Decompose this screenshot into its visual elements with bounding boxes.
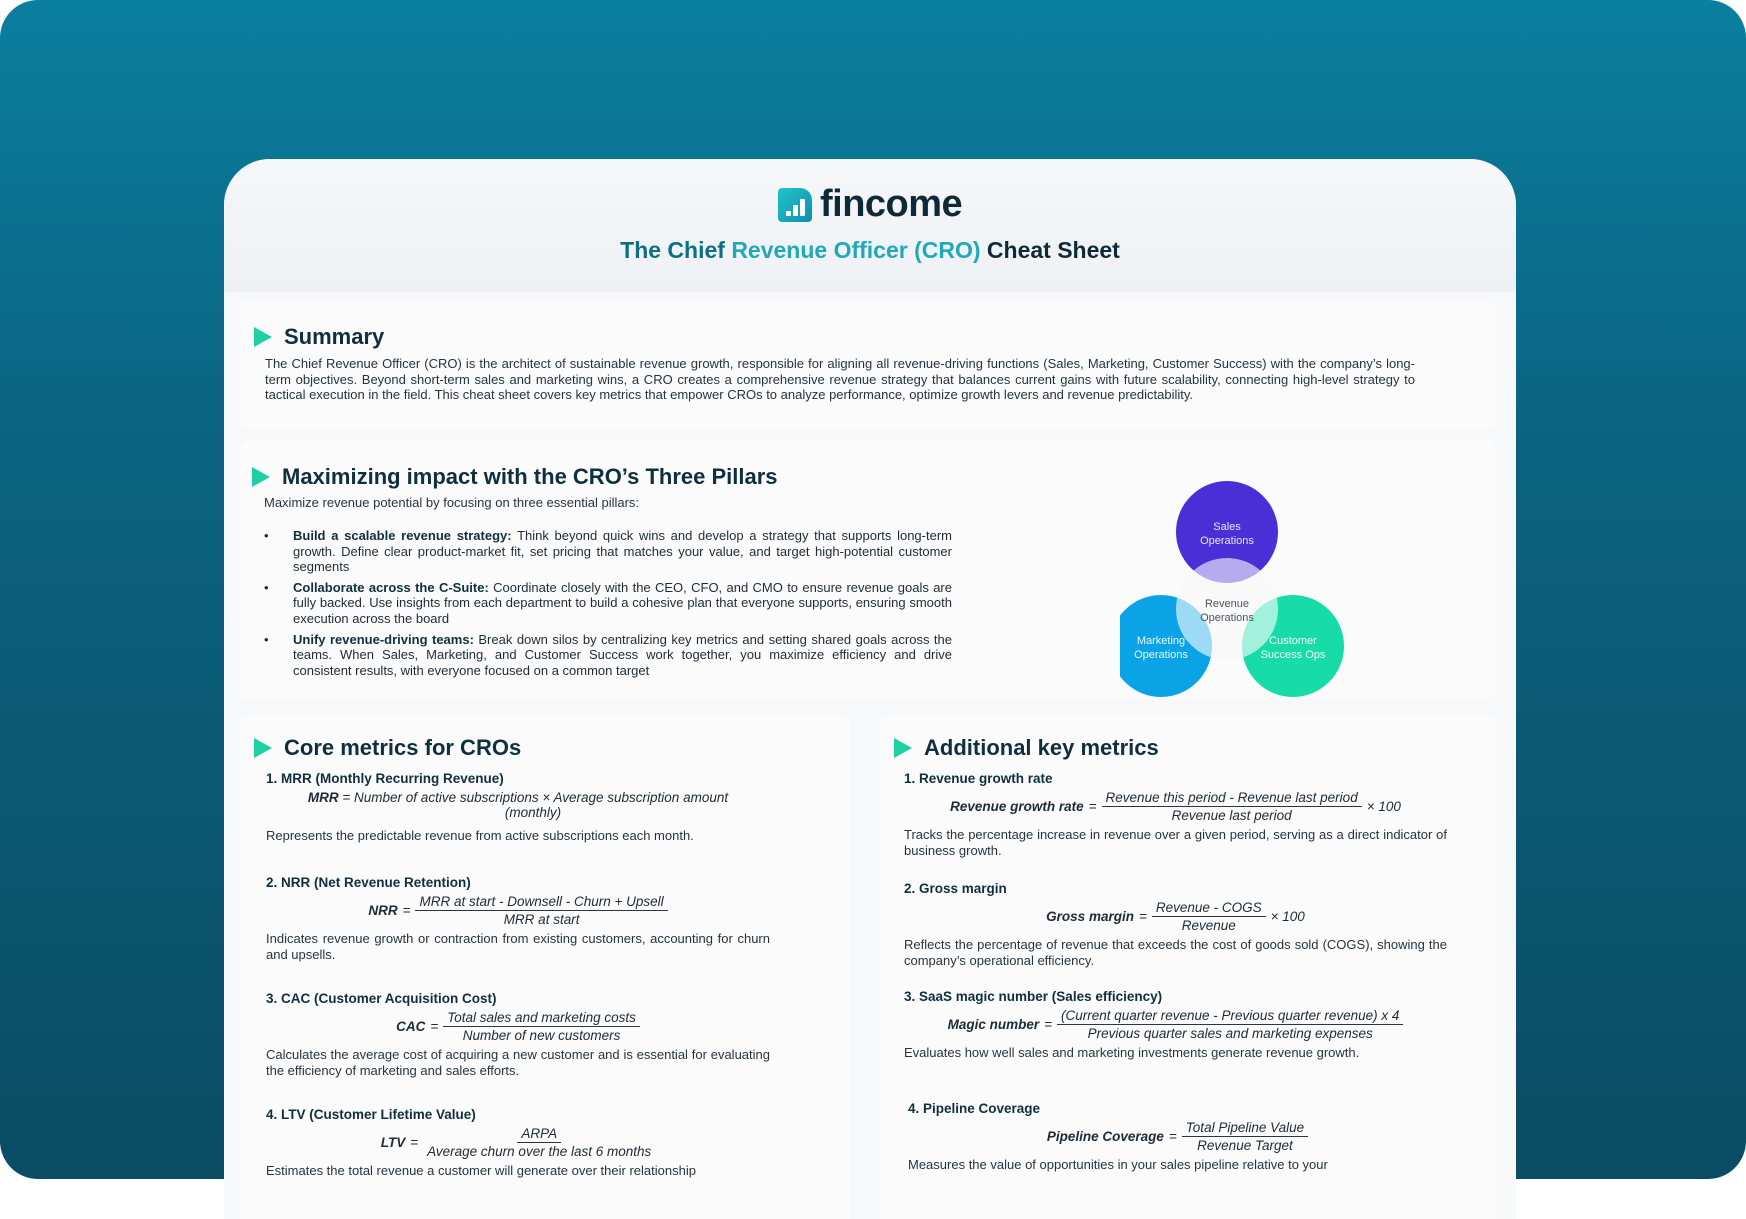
list-item — [264, 632, 952, 679]
metric-description: Represents the predictable revenue from active subscriptions each month. — [266, 828, 694, 843]
metric-gross-margin — [904, 881, 1447, 968]
formula: MRR = Number of active subscriptions × Average subscription amount (monthly) — [307, 790, 729, 820]
denominator: Revenue last period — [1171, 808, 1292, 823]
pillars-intro: Maximize revenue potential by focusing on three essential pillars: — [264, 495, 640, 510]
formula-lhs: MRR — [307, 790, 339, 805]
numerator: Total Pipeline Value — [1182, 1120, 1308, 1137]
formula-lhs: Pipeline Coverage — [1046, 1129, 1164, 1144]
brand-name: fincome — [820, 183, 963, 225]
venn-label: Customer — [1269, 635, 1317, 647]
formula-lhs: Revenue growth rate — [950, 799, 1084, 814]
venn-label: Revenue — [1204, 598, 1250, 610]
denominator: Previous quarter sales and marketing expenses — [1087, 1026, 1373, 1041]
metric-title: 3. SaaS magic number (Sales efficiency) — [904, 989, 1163, 1004]
title-part: Cheat Sheet — [986, 237, 1120, 263]
metric-mrr — [266, 771, 770, 844]
pillars-list — [264, 528, 952, 683]
metric-description: Evaluates how well sales and marketing investments generate revenue growth. — [904, 1045, 1360, 1060]
play-triangle-icon — [252, 467, 270, 487]
formula-lhs: Magic number — [947, 1017, 1040, 1032]
list-item — [264, 580, 952, 627]
core-heading — [254, 735, 521, 761]
metric-description: Calculates the average cost of acquiring a new customer and is essential for evaluating the efficiency of marketing and sales efforts. — [266, 1047, 770, 1078]
formula: Revenue growth rate = $\frac{\text{Revenue this period - Revenue last period}}{\text{Revenue last period}}$ × 100 — [950, 790, 1401, 823]
formula-tail: × 100 — [1366, 799, 1401, 814]
metric-description: Measures the value of opportunities in your sales pipeline relative to your — [908, 1157, 1328, 1172]
metric-title: 3. CAC (Customer Acquisition Cost) — [266, 991, 497, 1006]
heading-text: Summary — [284, 324, 385, 349]
denominator: MRR at start — [503, 912, 580, 927]
numerator: (Current quarter revenue - Previous quarter revenue) x 4 — [1057, 1008, 1403, 1025]
metric-ltv — [266, 1107, 770, 1179]
metric-description: Indicates revenue growth or contraction from existing customers, accounting for churn and upsells. — [266, 931, 770, 962]
item-text: Break down silos by centralizing key metrics and setting shared goals across the teams. When Sales, Marketing, and Customer Success work together, you maximize efficiency and drive consistent results, with everyone focused on a common target — [293, 631, 953, 678]
venn-label: Marketing — [1136, 635, 1186, 647]
metric-description: Estimates the total revenue a customer will generate over their relationship — [266, 1163, 696, 1178]
metric-nrr — [266, 875, 770, 962]
metric-cac — [266, 991, 770, 1078]
core-metrics-section — [240, 715, 850, 1219]
fincome-logo — [778, 183, 962, 226]
formula: LTV = $\frac{\text{ARPA}}{\text{Average churn over the last 6 months}}$ — [266, 1126, 770, 1159]
heading-text: Maximizing impact with the CRO’s Three Pillars — [282, 464, 778, 489]
summary-section — [240, 300, 1495, 430]
metric-pipeline-coverage — [908, 1101, 1447, 1173]
formula: NRR = $\frac{\text{MRR at start - Downsell - Churn + Upsell}}{\text{MRR at start}}$ — [266, 894, 770, 927]
heading-text: Additional key metrics — [924, 735, 1159, 760]
formula-tail: × 100 — [1270, 909, 1305, 924]
formula: Pipeline Coverage = $\frac{\text{Total Pipeline Value}}{\text{Revenue Target}}$ — [908, 1120, 1447, 1153]
pillars-section — [240, 440, 1495, 700]
formula-lhs: CAC — [396, 1019, 426, 1034]
formula-rhs: Number of active subscriptions × Average subscription amount — [354, 790, 729, 805]
title-part: Revenue Officer (CRO) — [731, 237, 981, 263]
play-triangle-icon — [254, 327, 272, 347]
bar-chart-logo-icon — [778, 188, 812, 222]
heading-text: Core metrics for CROs — [284, 735, 522, 760]
item-text: Coordinate closely with the CEO, CFO, and CMO to ensure revenue goals are fully backed. Use insights from each department to build a cohesive plan that everyone supports, ensuring smooth execution across the board — [293, 579, 952, 626]
denominator: Revenue — [1181, 918, 1236, 933]
formula-lhs: LTV — [380, 1135, 406, 1150]
item-bold: Build a scalable revenue strategy: — [293, 528, 512, 543]
summary-heading — [254, 324, 384, 350]
header — [224, 159, 1516, 292]
formula-rhs: (monthly) — [504, 805, 562, 820]
metric-title: 2. NRR (Net Revenue Retention) — [266, 875, 471, 890]
metric-growth-rate — [904, 771, 1447, 858]
cheat-sheet-card — [224, 159, 1516, 1219]
formula-lhs: NRR — [368, 903, 398, 918]
additional-metrics-section — [880, 715, 1495, 1219]
venn-label: Sales — [1213, 521, 1241, 533]
numerator: Revenue - COGS — [1152, 900, 1266, 917]
denominator: Average churn over the last 6 months — [427, 1144, 652, 1159]
venn-label: Operations — [1200, 535, 1254, 547]
venn-label: Success Ops — [1260, 649, 1326, 661]
formula: Magic number = $\frac{\text{(Current quarter revenue - Previous quarter revenue) x 4}}{\text{Previous quarter sales and marketing expenses}}$ — [904, 1008, 1447, 1041]
metric-description: Reflects the percentage of revenue that exceeds the cost of goods sold (COGS), showing the company’s operational efficiency. — [904, 937, 1447, 968]
summary-text: The Chief Revenue Officer (CRO) is the architect of sustainable revenue growth, responsible for aligning all revenue-driving functions (Sales, Marketing, Customer Success) with the company’s long-term objectives. Beyond short-term sales and marketing wins, a CRO creates a comprehensive revenue strategy that balances current gains with future scalability, connecting high-level strategy to tactical execution in the field. This cheat sheet covers key metrics that empower CROs to analyze performance, optimize growth levers and revenue predictability. — [265, 356, 1415, 403]
formula-lhs: Gross margin — [1046, 909, 1134, 924]
formula: Gross margin = $\frac{\text{Revenue - COGS}}{\text{Revenue}}$ × 100 — [1046, 900, 1305, 933]
page-title — [224, 237, 1516, 264]
metric-title: 1. MRR (Monthly Recurring Revenue) — [266, 771, 504, 786]
numerator: ARPA — [517, 1126, 561, 1143]
metric-description: Tracks the percentage increase in revenue over a given period, serving as a direct indicator of business growth. — [904, 827, 1447, 858]
numerator: Revenue this period - Revenue last period — [1102, 790, 1362, 807]
metric-magic-number — [904, 989, 1447, 1061]
item-text: Think beyond quick wins and develop a strategy that supports long-term growth. Define clear product-market fit, set pricing that matches your value, and target high-potential customer segments — [293, 528, 952, 575]
additional-heading — [894, 735, 1159, 761]
three-pillars-venn-diagram — [1120, 440, 1420, 700]
play-triangle-icon — [894, 738, 912, 758]
metric-title: 2. Gross margin — [904, 881, 1007, 896]
formula: CAC = $\frac{\text{Total sales and marketing costs}}{\text{Number of new customers}}$ — [266, 1010, 770, 1043]
denominator: Revenue Target — [1197, 1138, 1293, 1153]
pillars-heading — [252, 464, 778, 490]
metric-title: 4. LTV (Customer Lifetime Value) — [266, 1107, 476, 1122]
list-item — [264, 528, 952, 575]
numerator: Total sales and marketing costs — [443, 1010, 640, 1027]
item-bold: Collaborate across the C-Suite: — [293, 579, 489, 595]
metric-title: 1. Revenue growth rate — [904, 771, 1053, 786]
metric-title: 4. Pipeline Coverage — [908, 1101, 1041, 1116]
venn-label: Operations — [1200, 612, 1254, 624]
title-part: The Chief — [620, 237, 725, 263]
venn-label: Operations — [1134, 649, 1188, 661]
play-triangle-icon — [254, 738, 272, 758]
denominator: Number of new customers — [462, 1028, 621, 1043]
numerator: MRR at start - Downsell - Churn + Upsell — [415, 894, 667, 911]
item-bold: Unify revenue-driving teams: — [293, 631, 474, 647]
